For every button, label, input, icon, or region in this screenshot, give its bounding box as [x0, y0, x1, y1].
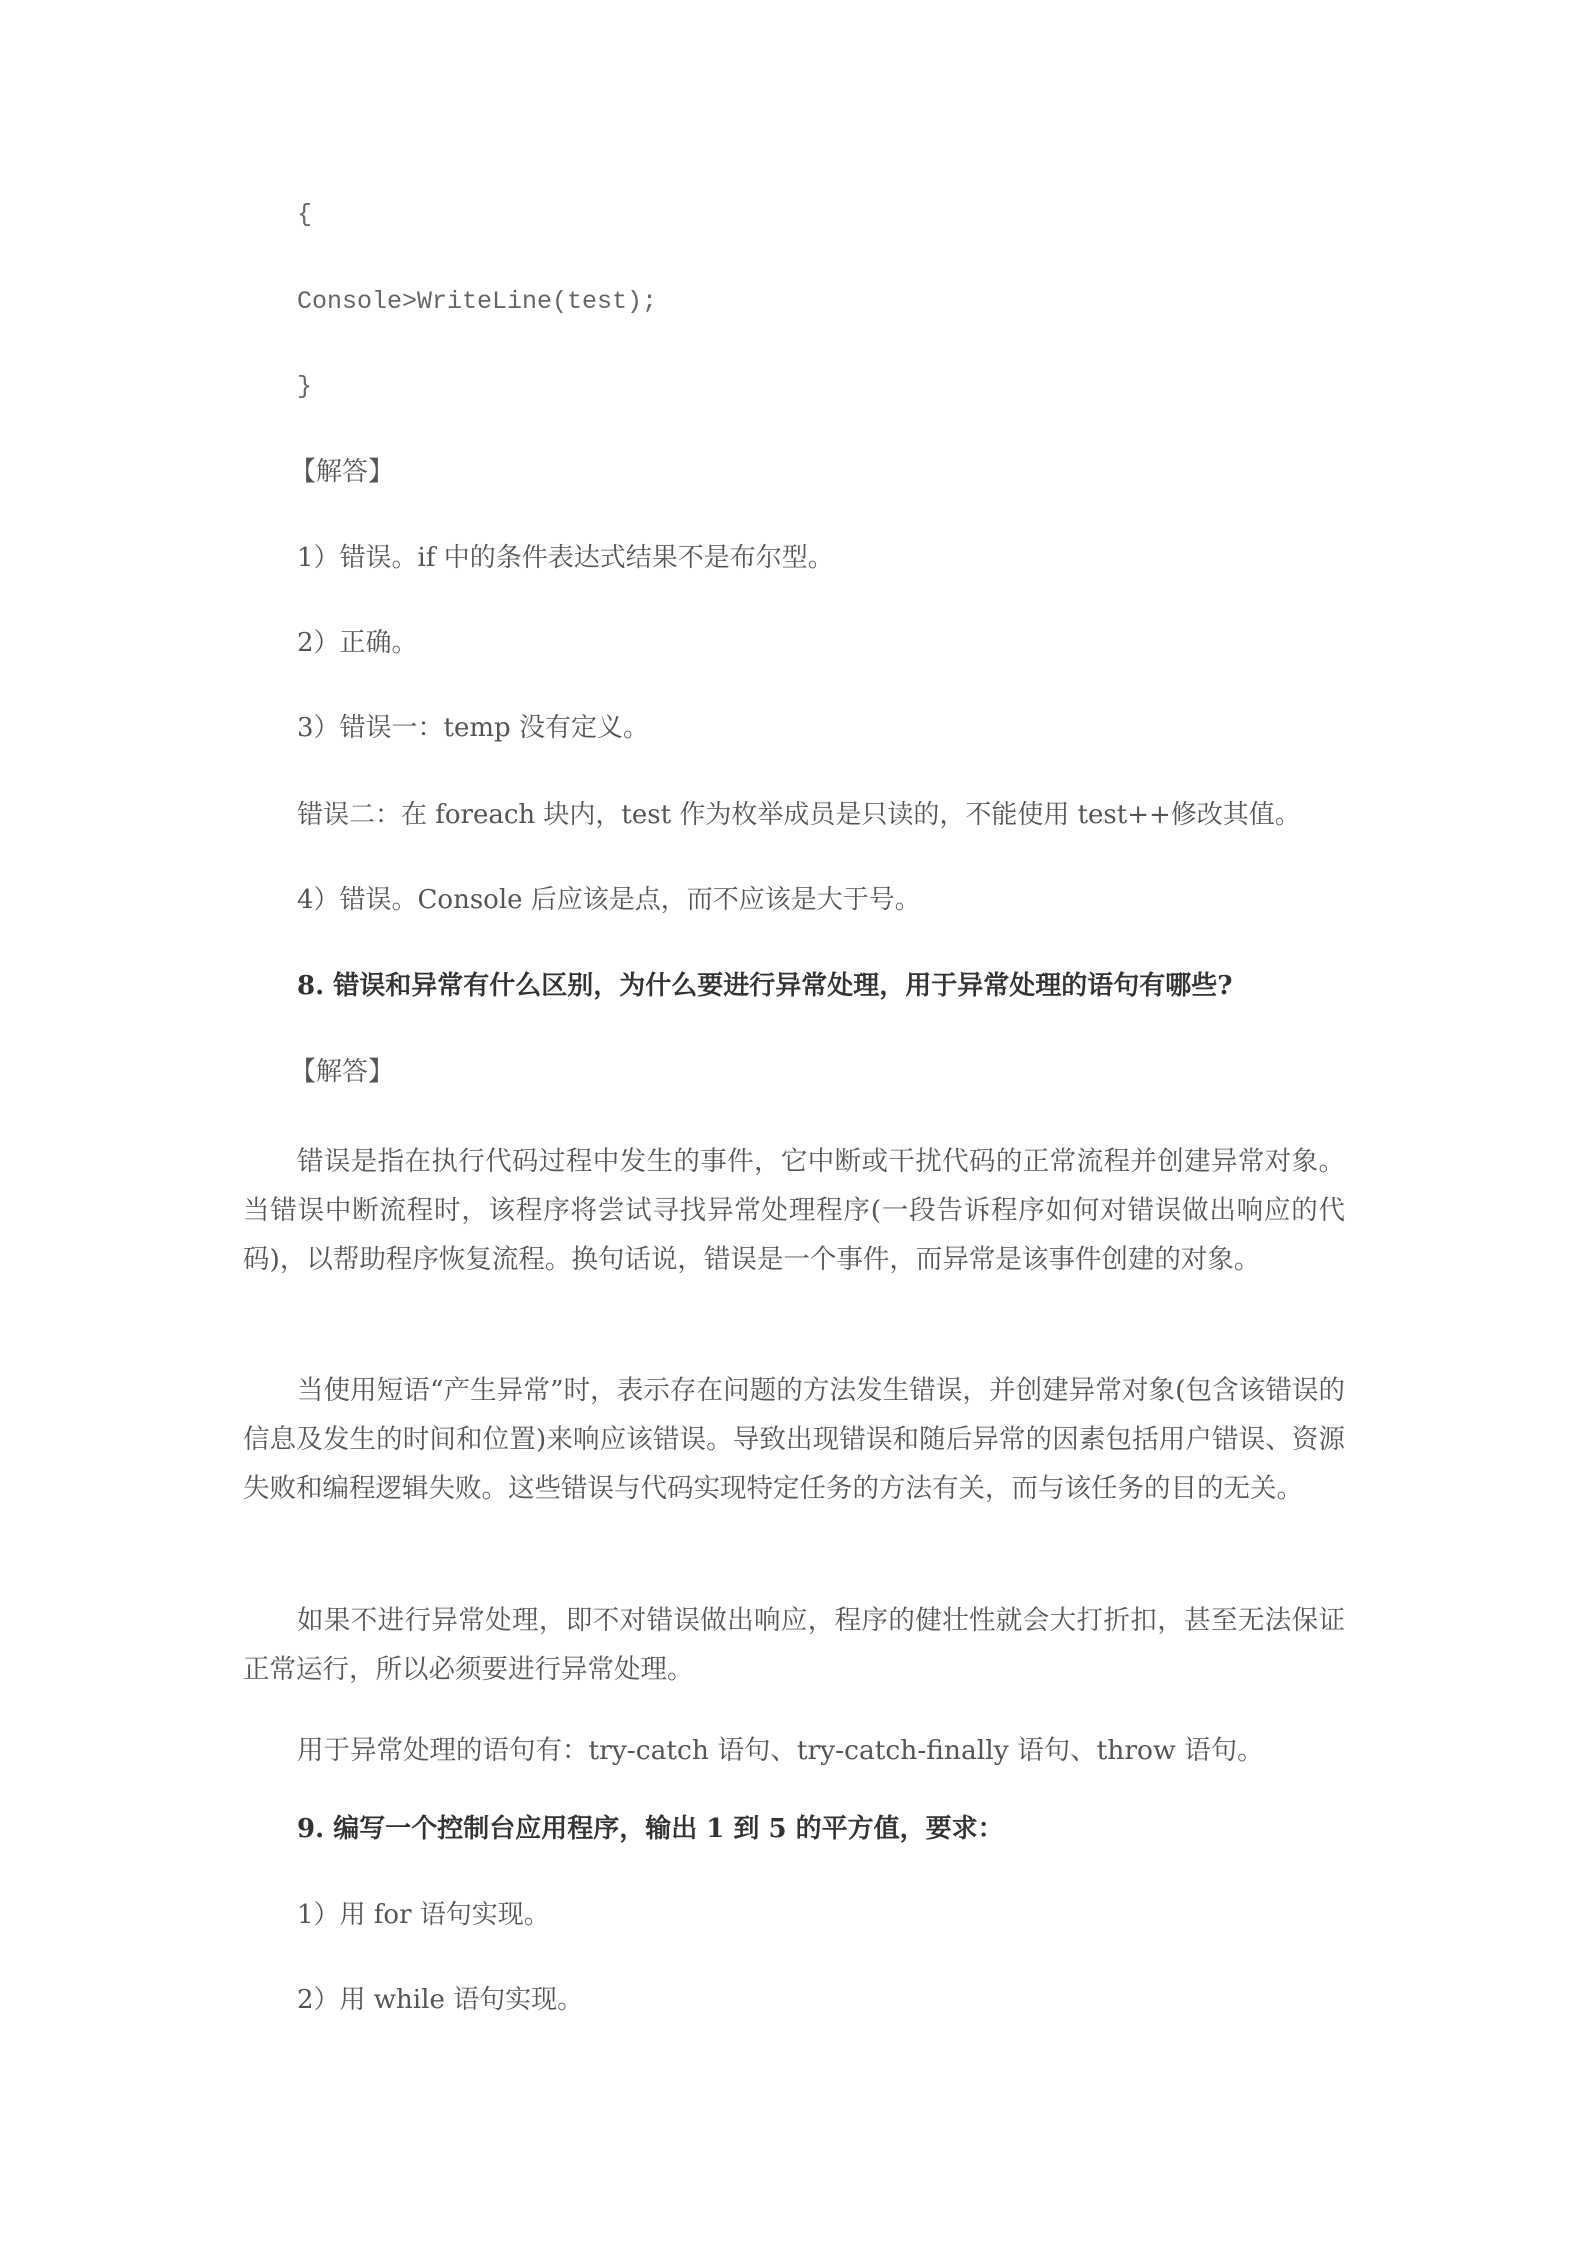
code-statement: Console>WriteLine(test); — [297, 287, 658, 316]
answer-paragraph: 错误是指在执行代码过程中发生的事件，它中断或干扰代码的正常流程并创建异常对象。当错误中断流程时，该程序将尝试寻找异常处理程序(一段告诉程序如何对错误做出响应的代码)，以帮助程序恢复流程。换句话说，错误是一个事件，而异常是该事件创建的对象。 — [243, 1146, 1345, 1275]
answer-paragraph: 当使用短语“产生异常”时，表示存在问题的方法发生错误，并创建异常对象(包含该错误的信息及发生的时间和位置)来响应该错误。导致出现错误和随后异常的因素包括用户错误、资源失败和编程逻辑失败。这些错误与代码实现特定任务的方法有关，而与该任务的目的无关。 — [243, 1375, 1345, 1504]
question-9-heading: 9. 编写一个控制台应用程序，输出 1 到 5 的平方值，要求： — [297, 1814, 1004, 1844]
answer-item: 1）错误。if 中的条件表达式结果不是布尔型。 — [297, 543, 834, 573]
answer-item: 3）错误一：temp 没有定义。 — [297, 713, 649, 743]
answer-paragraph: 如果不进行异常处理，即不对错误做出响应，程序的健壮性就会大打折扣，甚至无法保证正常运行，所以必须要进行异常处理。 — [243, 1605, 1345, 1685]
answer-item: 4）错误。Console 后应该是点，而不应该是大于号。 — [297, 885, 921, 915]
code-close-brace: } — [297, 372, 313, 401]
answer-item: 2）正确。 — [297, 628, 418, 658]
question-8-heading: 8. 错误和异常有什么区别，为什么要进行异常处理，用于异常处理的语句有哪些? — [297, 971, 1233, 1001]
requirement-item: 1）用 for 语句实现。 — [297, 1900, 550, 1930]
answer-item: 错误二：在 foreach 块内，test 作为枚举成员是只读的，不能使用 test++修改其值。 — [297, 800, 1301, 830]
code-open-brace: { — [297, 200, 313, 229]
requirement-item: 2）用 while 语句实现。 — [297, 1985, 584, 2015]
answer-label: 【解答】 — [290, 457, 395, 487]
answer-paragraph: 用于异常处理的语句有：try-catch 语句、try-catch-finally 语句、throw 语句。 — [297, 1735, 1264, 1766]
answer-label: 【解答】 — [290, 1057, 395, 1087]
